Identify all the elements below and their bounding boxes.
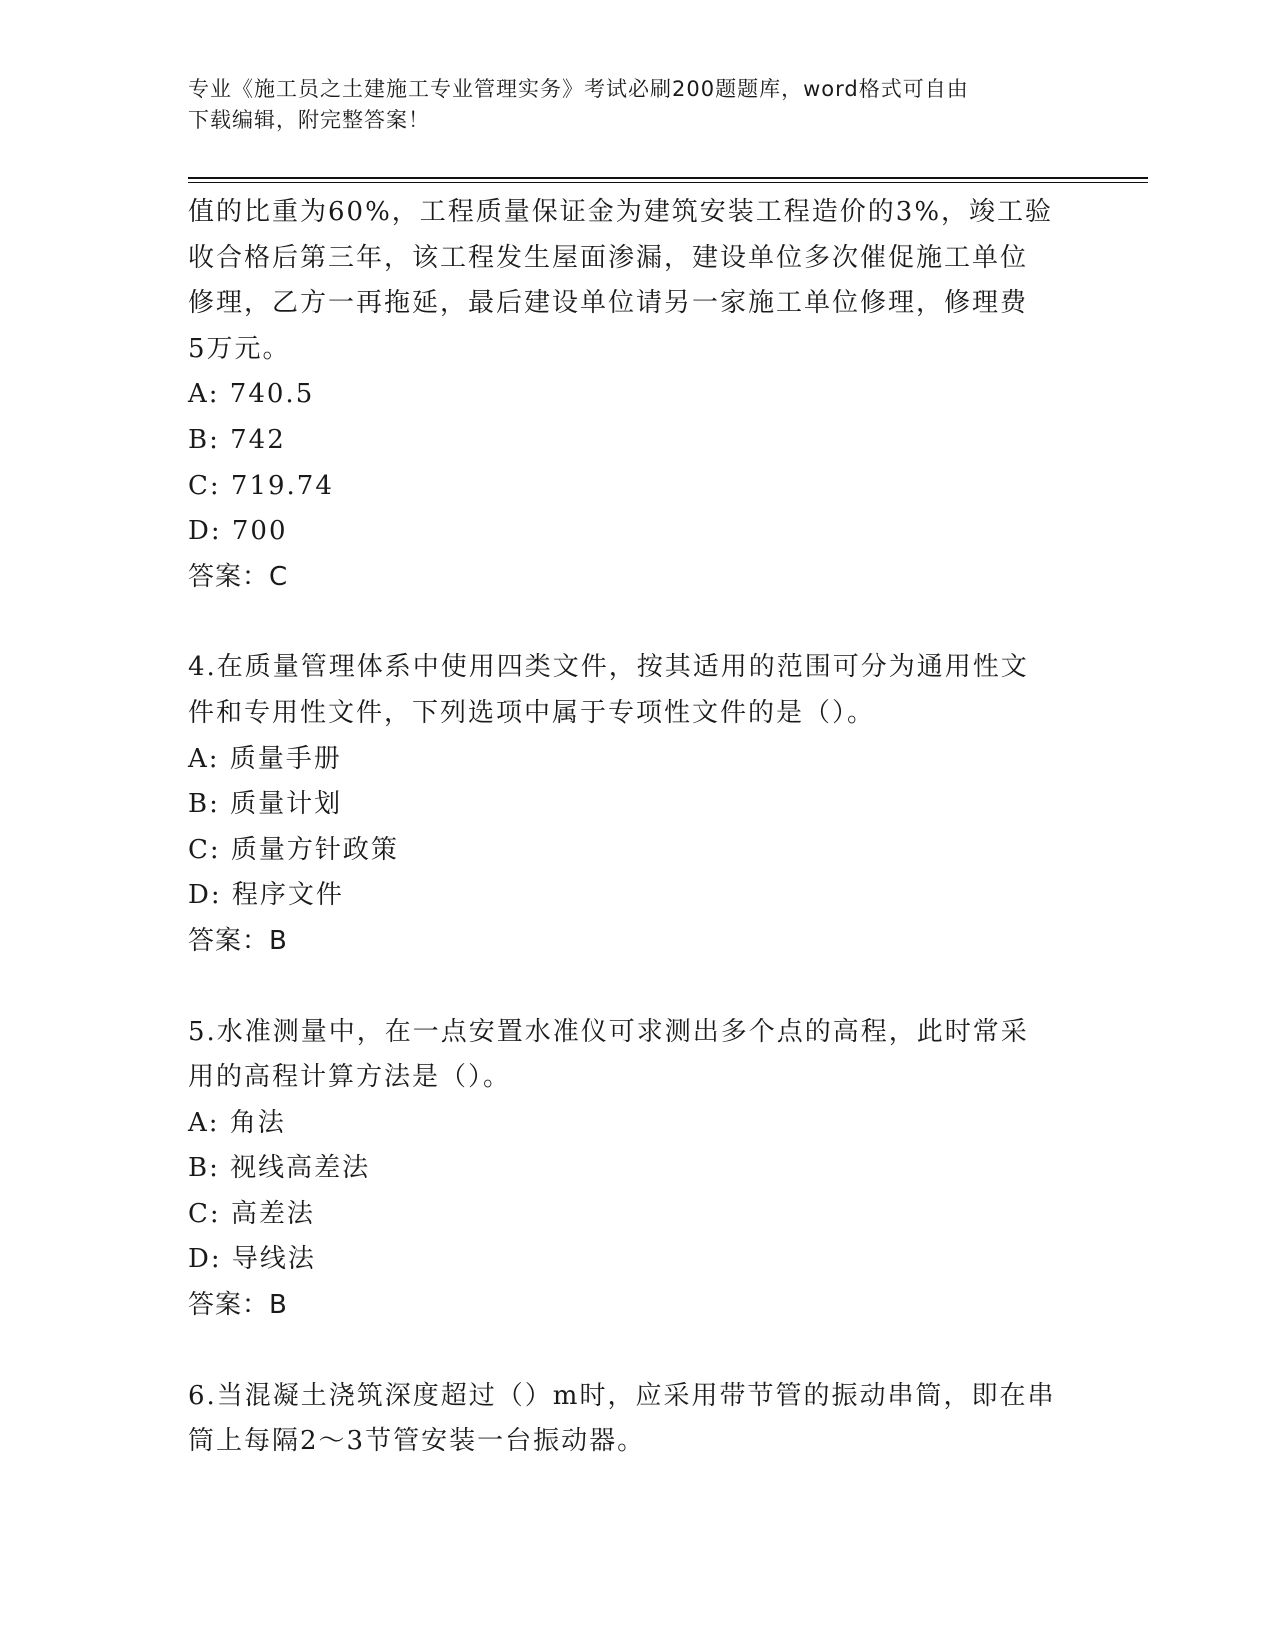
question-text-line: 件和专用性文件，下列选项中属于专项性文件的是（）。 [188, 697, 876, 728]
question-spacer [188, 1329, 1088, 1374]
option-d: D: 导线法 [188, 1244, 316, 1275]
question-text-line: 修理，乙方一再拖延，最后建设单位请另一家施工单位修理，修理费 [188, 288, 1029, 319]
header-line-1: 专业《施工员之土建施工专业管理实务》考试必刷200题题库，word格式可自由 [188, 77, 969, 101]
option-b: B: 质量计划 [188, 789, 343, 820]
question-3 [188, 190, 1088, 600]
answer-text: 答案：C [188, 561, 289, 592]
header-rule-thin [188, 182, 1148, 183]
option-b: B: 742 [188, 424, 286, 455]
question-text-line: 5.水准测量中，在一点安置水准仪可求测出多个点的高程，此时常采 [188, 1016, 1029, 1047]
document-body [188, 190, 1088, 1465]
document-header [188, 74, 1068, 136]
option-a: A: 740.5 [188, 379, 315, 410]
question-text-line: 用的高程计算方法是（）。 [188, 1062, 512, 1093]
option-c: C: 719.74 [188, 470, 334, 501]
question-text-line: 5万元。 [188, 333, 291, 364]
answer-text: 答案：B [188, 1290, 288, 1321]
option-d: D: 700 [188, 516, 288, 547]
header-line-2: 下载编辑，附完整答案！ [188, 108, 430, 132]
question-spacer [188, 600, 1088, 645]
question-4 [188, 645, 1088, 964]
option-a: A: 角法 [188, 1107, 286, 1138]
question-text-line: 4.在质量管理体系中使用四类文件，按其适用的范围可分为通用性文 [188, 652, 1029, 683]
question-text-line: 收合格后第三年，该工程发生屋面渗漏，建设单位多次催促施工单位 [188, 242, 1029, 273]
question-text-line: 值的比重为60%，工程质量保证金为建筑安装工程造价的3%，竣工验 [188, 197, 1054, 227]
question-6 [188, 1374, 1088, 1465]
question-5 [188, 1010, 1088, 1329]
option-b: B: 视线高差法 [188, 1153, 371, 1184]
option-c: C: 高差法 [188, 1198, 315, 1229]
option-a: A: 质量手册 [188, 743, 342, 774]
question-text-line: 6.当混凝土浇筑深度超过（）m时，应采用带节管的振动串筒，即在串 [188, 1380, 1056, 1411]
answer-text: 答案：B [188, 925, 288, 956]
question-spacer [188, 965, 1088, 1010]
option-d: D: 程序文件 [188, 880, 344, 911]
header-rule-thick [188, 177, 1148, 179]
question-text-line: 筒上每隔2～3节管安装一台振动器。 [188, 1426, 646, 1457]
option-c: C: 质量方针政策 [188, 834, 399, 865]
